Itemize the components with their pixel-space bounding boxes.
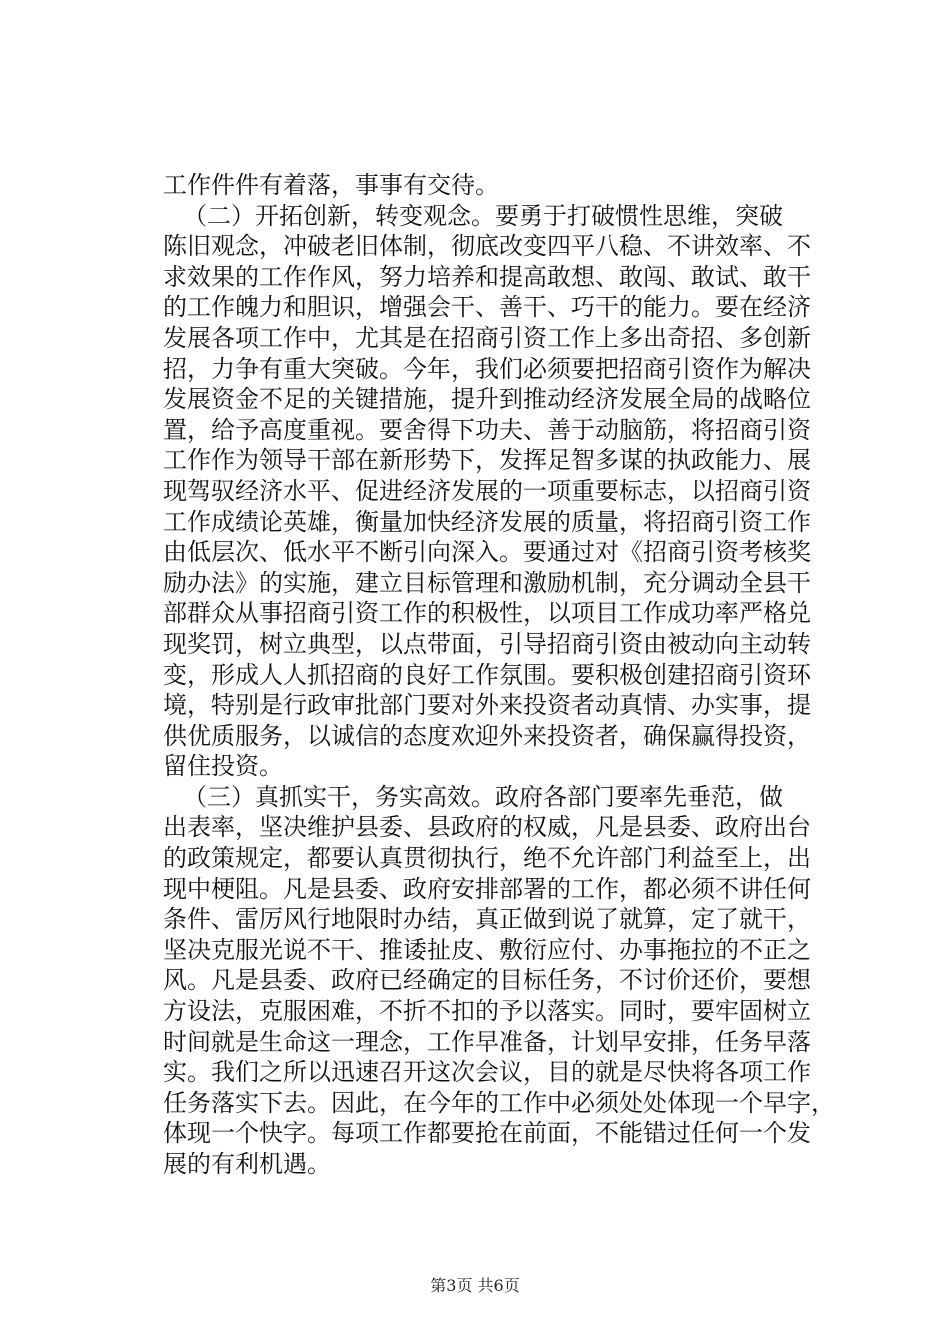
text-line: 时间就是生命这一理念，工作早准备，计划早安排，任务早落 xyxy=(163,1027,811,1056)
text-line: 励办法》的实施，建立目标管理和激励机制，充分调动全县干 xyxy=(163,568,811,597)
text-line: 方设法，克服困难，不折不扣的予以落实。同时，要牢固树立 xyxy=(163,997,811,1026)
text-line: 发展各项工作中，尤其是在招商引资工作上多出奇招、多创新 xyxy=(163,323,811,352)
text-line: 招，力争有重大突破。今年，我们必须要把招商引资作为解决 xyxy=(163,354,811,383)
text-line: 的工作魄力和胆识，增强会干、善干、巧干的能力。要在经济 xyxy=(163,293,811,322)
text-line: 发展资金不足的关键措施，提升到推动经济发展全局的战略位 xyxy=(163,385,811,414)
text-line: 实。我们之所以迅速召开这次会议，目的就是尽快将各项工作 xyxy=(163,1058,811,1087)
text-line: 风。凡是县委、政府已经确定的目标任务，不讨价还价，要想 xyxy=(163,966,811,995)
section-heading-line: （二）开拓创新，转变观念。要勇于打破惯性思维，突破 xyxy=(183,201,783,230)
text-line: 由低层次、低水平不断引向深入。要通过对《招商引资考核奖 xyxy=(163,538,811,567)
section-heading-line: （三）真抓实干，务实高效。政府各部门要率先垂范，做 xyxy=(183,782,783,811)
text-line: 工作件件有着落，事事有交待。 xyxy=(163,171,499,199)
text-line: 现驾驭经济水平、促进经济发展的一项重要标志，以招商引资 xyxy=(163,476,811,505)
text-line: 条件、雷厉风行地限时办结，真正做到说了就算，定了就干， xyxy=(163,905,811,934)
text-line: 的政策规定，都要认真贯彻执行，绝不允许部门利益至上，出 xyxy=(163,844,811,873)
text-line: 求效果的工作作风，努力培养和提高敢想、敢闯、敢试、敢干 xyxy=(163,262,811,291)
text-line: 工作成绩论英雄，衡量加快经济发展的质量，将招商引资工作 xyxy=(163,507,811,536)
text-line: 体现一个快字。每项工作都要抢在前面，不能错过任何一个发 xyxy=(163,1119,811,1148)
text-line: 工作作为领导干部在新形势下，发挥足智多谋的执政能力、展 xyxy=(163,446,811,475)
page-number-footer: 第3页 共6页 xyxy=(430,1276,520,1295)
text-line: 现奖罚，树立典型，以点带面，引导招商引资由被动向主动转 xyxy=(163,629,811,658)
text-line: 任务落实下去。因此，在今年的工作中必须处处体现一个早字， xyxy=(163,1088,835,1117)
text-line: 部群众从事招商引资工作的积极性，以项目工作成功率严格兑 xyxy=(163,599,811,628)
text-line: 置，给予高度重视。要舍得下功夫、善于动脑筋，将招商引资 xyxy=(163,415,811,444)
text-line: 留住投资。 xyxy=(163,752,283,781)
text-line: 展的有利机遇。 xyxy=(163,1150,331,1178)
text-line: 陈旧观念，冲破老旧体制，彻底改变四平八稳、不讲效率、不 xyxy=(163,232,811,261)
text-line: 坚决克服光说不干、推诿扯皮、敷衍应付、办事拖拉的不正之 xyxy=(163,935,811,964)
document-body xyxy=(163,170,835,1180)
text-line: 供优质服务，以诚信的态度欢迎外来投资者，确保赢得投资， xyxy=(163,721,811,750)
text-line: 现中梗阻。凡是县委、政府安排部署的工作，都必须不讲任何 xyxy=(163,874,811,903)
text-line: 境，特别是行政审批部门要对外来投资者动真情、办实事，提 xyxy=(163,691,811,720)
text-line: 变，形成人人抓招商的良好工作氛围。要积极创建招商引资环 xyxy=(163,660,811,689)
text-line: 出表率，坚决维护县委、县政府的权威，凡是县委、政府出台 xyxy=(163,813,811,842)
